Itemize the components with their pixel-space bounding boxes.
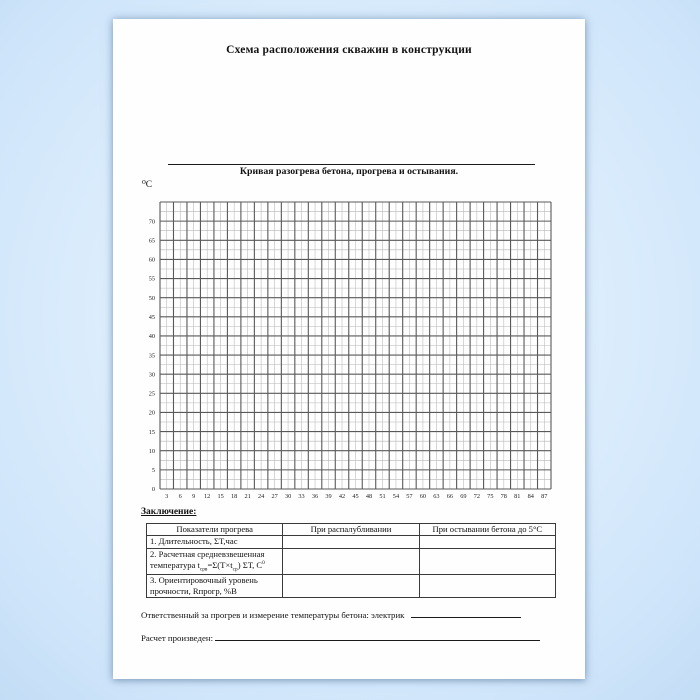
y-axis-unit-label: ⁰С — [142, 180, 153, 190]
svg-text:72: 72 — [473, 493, 480, 500]
svg-text:57: 57 — [406, 493, 413, 500]
heating-curve-chart — [138, 195, 568, 510]
svg-text:63: 63 — [433, 493, 440, 500]
svg-text:55: 55 — [148, 275, 155, 283]
svg-text:24: 24 — [257, 493, 265, 500]
svg-text:20: 20 — [148, 409, 155, 417]
svg-text:81: 81 — [514, 493, 521, 500]
calculation-blank[interactable] — [215, 631, 540, 641]
svg-text:75: 75 — [487, 493, 494, 500]
strength-cooling-cell[interactable] — [419, 575, 555, 598]
svg-text:33: 33 — [298, 493, 305, 500]
table-row — [147, 575, 556, 598]
row-label-strength-level: 3. Ориентировочный уровень прочности, Rпрогр, %В — [147, 575, 283, 598]
svg-text:30: 30 — [284, 493, 292, 500]
responsible-signature-blank[interactable] — [411, 608, 521, 618]
svg-text:30: 30 — [148, 371, 155, 379]
svg-text:9: 9 — [192, 493, 196, 500]
svg-text:35: 35 — [148, 352, 155, 360]
conclusion-table — [146, 523, 556, 598]
page-title: Схема расположения скважин в конструкции — [226, 44, 472, 56]
svg-text:5: 5 — [151, 467, 155, 475]
svg-text:48: 48 — [365, 493, 373, 500]
svg-text:12: 12 — [204, 493, 211, 500]
svg-text:45: 45 — [352, 493, 359, 500]
svg-text:66: 66 — [446, 493, 454, 500]
svg-text:0: 0 — [151, 486, 155, 494]
duration-stripping-cell[interactable] — [283, 536, 419, 549]
svg-text:54: 54 — [392, 493, 400, 500]
scheme-divider-line — [168, 164, 535, 165]
svg-text:15: 15 — [148, 428, 155, 436]
col-header-cooling: При остывании бетона до 5°С — [419, 524, 555, 536]
svg-text:60: 60 — [419, 493, 427, 500]
conclusion-heading: Заключение: — [141, 507, 197, 517]
svg-text:69: 69 — [460, 493, 467, 500]
table-row — [147, 549, 556, 575]
col-header-indicators: Показатели прогрева — [147, 524, 283, 536]
svg-text:15: 15 — [217, 493, 224, 500]
svg-text:6: 6 — [178, 493, 182, 500]
svg-text:50: 50 — [148, 294, 155, 302]
svg-text:87: 87 — [541, 493, 548, 500]
svg-text:51: 51 — [379, 493, 386, 500]
svg-text:65: 65 — [148, 237, 155, 245]
chart-caption: Кривая разогрева бетона, прогрева и остывания. — [239, 166, 459, 177]
calculation-label: Расчет произведен: — [141, 633, 214, 643]
svg-text:78: 78 — [500, 493, 507, 500]
col-header-stripping: При распалубливании — [283, 524, 419, 536]
strength-stripping-cell[interactable] — [283, 575, 419, 598]
document-page — [113, 19, 585, 679]
table-row — [147, 536, 556, 549]
svg-text:18: 18 — [231, 493, 238, 500]
svg-text:39: 39 — [325, 493, 332, 500]
svg-text:84: 84 — [527, 493, 534, 500]
temperature-stripping-cell[interactable] — [283, 549, 419, 575]
responsible-label: Ответственный за прогрев и измерение температуры бетона: электрик — [141, 610, 405, 620]
row-label-avg-temperature: 2. Расчетная средневзвешенная температура $t_{срв}=\Sigma(Т\times t_{ср})$ ΣТ, $С^0$ — [147, 549, 283, 575]
svg-text:27: 27 — [271, 493, 278, 500]
duration-cooling-cell[interactable] — [419, 536, 555, 549]
calculation-signature-row — [141, 631, 540, 643]
svg-text:42: 42 — [338, 493, 346, 500]
chart-grid — [138, 195, 568, 510]
responsible-signature-row — [141, 608, 521, 620]
svg-text:36: 36 — [311, 493, 319, 500]
svg-text:60: 60 — [148, 256, 155, 264]
svg-text:10: 10 — [148, 447, 155, 455]
row-label-duration: 1. Длительность, ΣТ,час — [147, 536, 283, 549]
temperature-cooling-cell[interactable] — [419, 549, 555, 575]
svg-text:3: 3 — [165, 493, 169, 500]
svg-text:25: 25 — [148, 390, 155, 398]
svg-text:70: 70 — [148, 218, 155, 226]
svg-text:40: 40 — [148, 333, 155, 341]
table-header-row — [147, 524, 556, 536]
svg-text:45: 45 — [148, 314, 155, 321]
svg-text:21: 21 — [244, 493, 251, 500]
